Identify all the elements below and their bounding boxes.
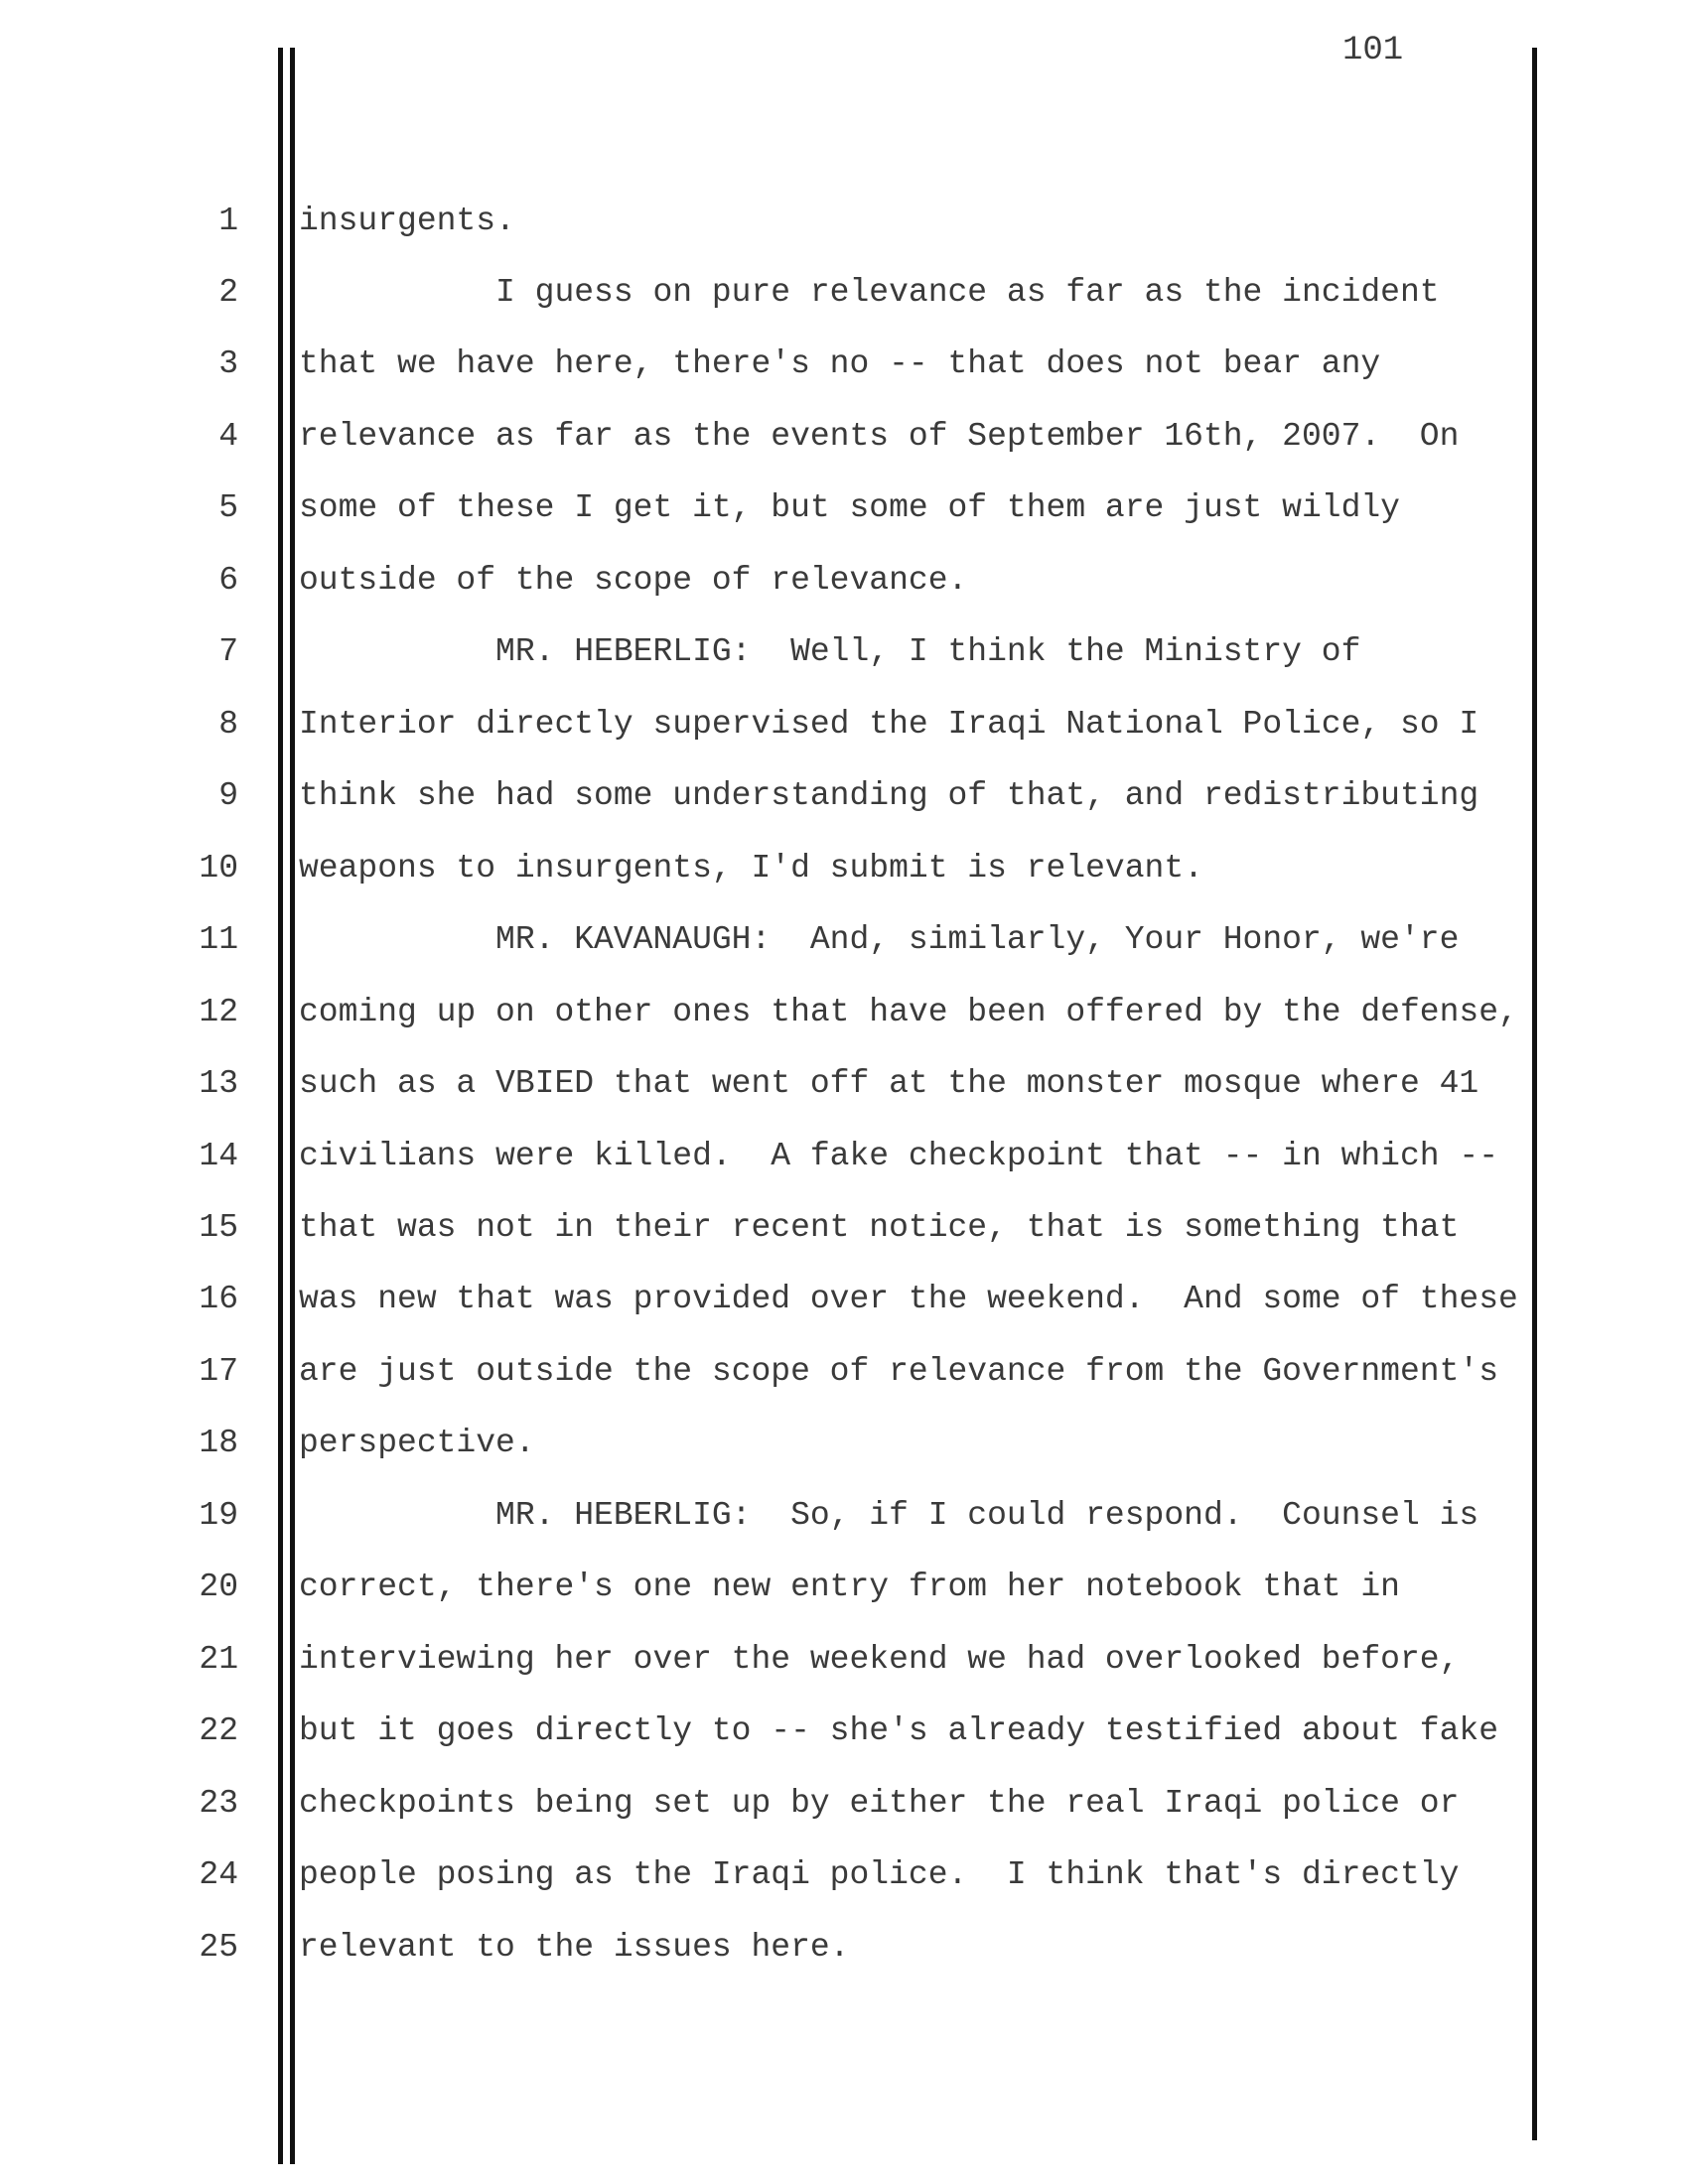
line-number: 6 bbox=[218, 562, 238, 599]
line-number: 5 bbox=[218, 489, 238, 526]
transcript-line bbox=[0, 915, 1688, 965]
line-text: correct, there's one new entry from her notebook that in bbox=[299, 1569, 1400, 1605]
line-number: 15 bbox=[199, 1209, 238, 1246]
transcript-line bbox=[0, 1779, 1688, 1829]
transcript-line bbox=[0, 1635, 1688, 1685]
line-text: such as a VBIED that went off at the monster mosque where 41 bbox=[299, 1065, 1479, 1102]
line-text: some of these I get it, but some of them are just wildly bbox=[299, 489, 1400, 526]
line-number: 20 bbox=[199, 1569, 238, 1605]
line-text: coming up on other ones that have been offered by the defense, bbox=[299, 994, 1518, 1030]
line-text: civilians were killed. A fake checkpoint that -- in which -- bbox=[299, 1138, 1498, 1174]
line-text: Interior directly supervised the Iraqi National Police, so I bbox=[299, 706, 1479, 743]
line-number: 9 bbox=[218, 777, 238, 814]
line-number: 25 bbox=[199, 1929, 238, 1966]
line-number: 8 bbox=[218, 706, 238, 743]
line-text: outside of the scope of relevance. bbox=[299, 562, 968, 599]
transcript-line bbox=[0, 1059, 1688, 1109]
line-number: 17 bbox=[199, 1353, 238, 1390]
line-number: 3 bbox=[218, 345, 238, 382]
line-number: 22 bbox=[199, 1712, 238, 1749]
line-number: 7 bbox=[218, 633, 238, 670]
line-text: think she had some understanding of that, and redistributing bbox=[299, 777, 1479, 814]
line-text: MR. HEBERLIG: So, if I could respond. Counsel is bbox=[299, 1497, 1479, 1534]
transcript-line bbox=[0, 483, 1688, 533]
line-text: interviewing her over the weekend we had overlooked before, bbox=[299, 1641, 1460, 1678]
line-text: was new that was provided over the weekend. And some of these bbox=[299, 1281, 1518, 1317]
transcript-line bbox=[0, 1347, 1688, 1397]
transcript-line bbox=[0, 1132, 1688, 1181]
transcript-line bbox=[0, 1275, 1688, 1324]
transcript-line bbox=[0, 771, 1688, 821]
transcript-line bbox=[0, 1491, 1688, 1541]
line-text: MR. HEBERLIG: Well, I think the Ministry of bbox=[299, 633, 1361, 670]
transcript-line bbox=[0, 412, 1688, 462]
transcript-line bbox=[0, 988, 1688, 1037]
line-number: 12 bbox=[199, 994, 238, 1030]
line-number: 1 bbox=[218, 203, 238, 239]
transcript-line bbox=[0, 556, 1688, 606]
line-text: are just outside the scope of relevance from the Government's bbox=[299, 1353, 1498, 1390]
line-text: relevance as far as the events of September 16th, 2007. On bbox=[299, 418, 1460, 455]
line-number: 4 bbox=[218, 418, 238, 455]
line-text: but it goes directly to -- she's already testified about fake bbox=[299, 1712, 1498, 1749]
transcript-line bbox=[0, 627, 1688, 677]
line-number: 16 bbox=[199, 1281, 238, 1317]
transcript-line bbox=[0, 268, 1688, 318]
line-text: I guess on pure relevance as far as the incident bbox=[299, 274, 1440, 311]
transcript-line bbox=[0, 197, 1688, 246]
line-number: 19 bbox=[199, 1497, 238, 1534]
line-number: 10 bbox=[199, 850, 238, 887]
line-text: perspective. bbox=[299, 1425, 535, 1461]
line-number: 13 bbox=[199, 1065, 238, 1102]
line-number: 24 bbox=[199, 1856, 238, 1893]
line-number: 2 bbox=[218, 274, 238, 311]
line-number: 23 bbox=[199, 1785, 238, 1822]
line-text: weapons to insurgents, I'd submit is relevant. bbox=[299, 850, 1203, 887]
transcript-line bbox=[0, 1850, 1688, 1900]
line-text: checkpoints being set up by either the real Iraqi police or bbox=[299, 1785, 1460, 1822]
line-text: people posing as the Iraqi police. I think that's directly bbox=[299, 1856, 1460, 1893]
line-number: 14 bbox=[199, 1138, 238, 1174]
line-text: MR. KAVANAUGH: And, similarly, Your Honor, we're bbox=[299, 921, 1460, 958]
transcript-line bbox=[0, 1563, 1688, 1612]
transcript-line bbox=[0, 1706, 1688, 1756]
transcript-line bbox=[0, 844, 1688, 893]
transcript-line bbox=[0, 1419, 1688, 1468]
line-text: insurgents. bbox=[299, 203, 515, 239]
transcript-line bbox=[0, 700, 1688, 750]
line-text: that was not in their recent notice, that is something that bbox=[299, 1209, 1460, 1246]
transcript-line bbox=[0, 340, 1688, 389]
transcript-line bbox=[0, 1203, 1688, 1253]
line-number: 21 bbox=[199, 1641, 238, 1678]
page-number: 101 bbox=[1342, 32, 1404, 69]
line-number: 11 bbox=[199, 921, 238, 958]
line-number: 18 bbox=[199, 1425, 238, 1461]
transcript-line bbox=[0, 1923, 1688, 1973]
line-text: that we have here, there's no -- that does not bear any bbox=[299, 345, 1381, 382]
line-text: relevant to the issues here. bbox=[299, 1929, 850, 1966]
